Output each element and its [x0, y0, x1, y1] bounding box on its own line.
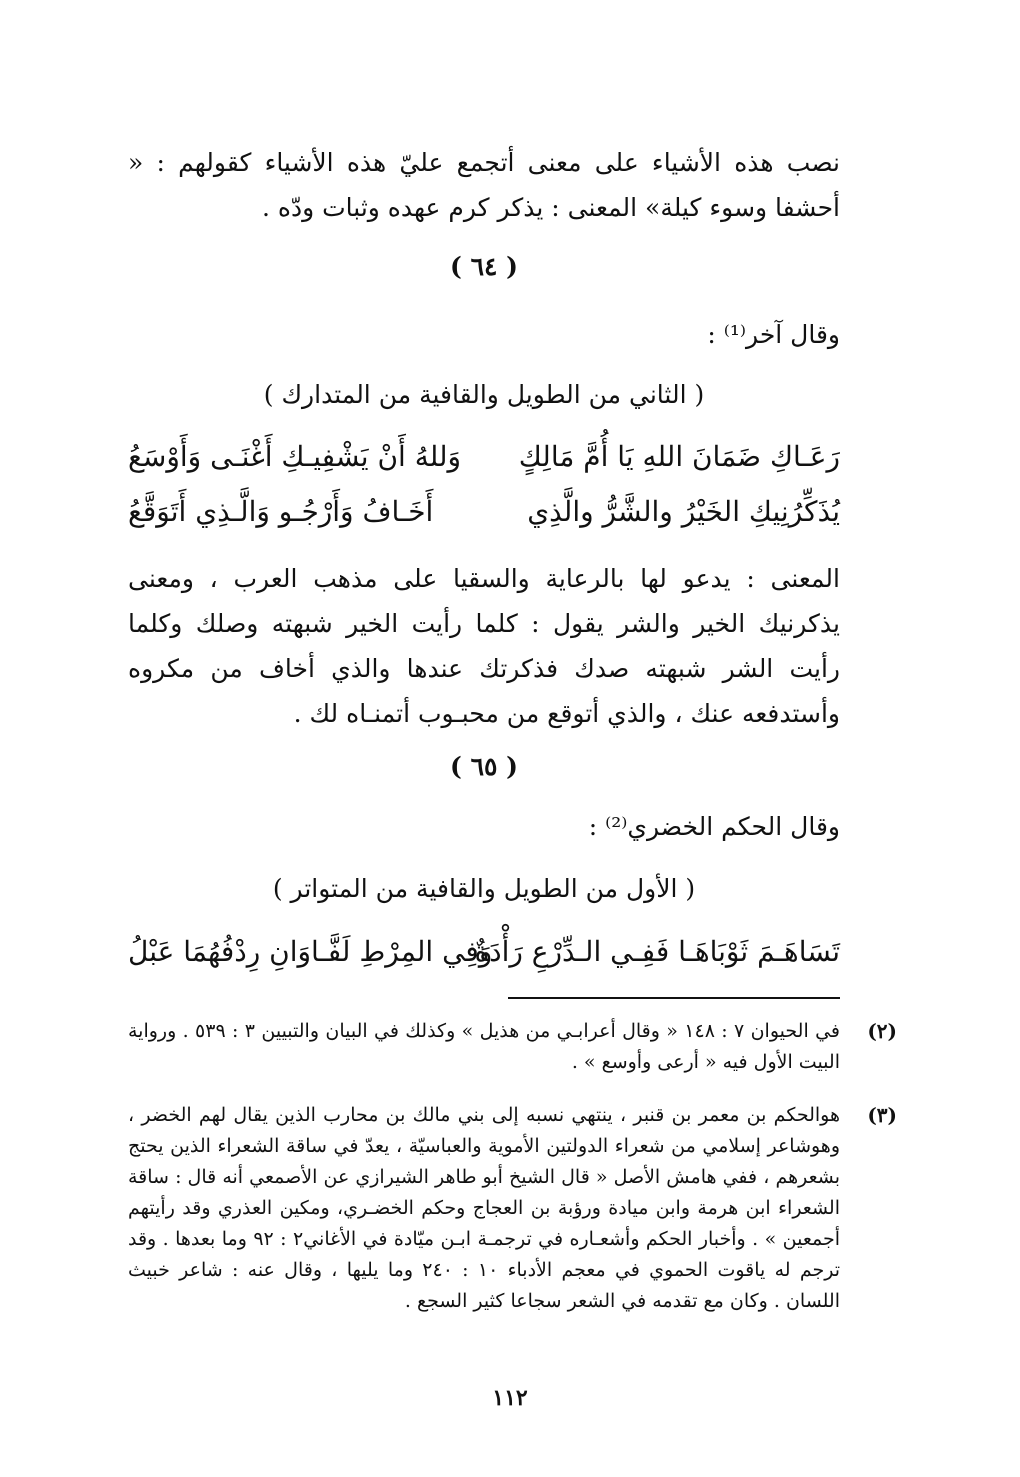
footnote-text: في الحيوان ٧ : ١٤٨ « وقال أعرابـي من هذيل » وكذلك في البيان والتبيين ٣ : ٥٣٩ . ورواية البيت الأول فيه « أرعى وأوسع » .	[128, 1020, 840, 1073]
meter-label-64: ( الثاني من الطويل والقافية من المتدارك )	[263, 380, 705, 409]
footnote-2	[128, 1016, 897, 1078]
verse-hemistich-first: رَعَـاكِ ضَمَانَ اللهِ يَا أُمَّ مَالِكٍ	[518, 440, 840, 473]
verse-hemistich-second: وَفِي المِرْطِ لَفَّـاوَانِ رِدْفُهُمَا عَبْلُ	[128, 935, 493, 968]
footnote-separator	[508, 997, 840, 999]
verse-line-1	[128, 440, 840, 490]
verse-hemistich-first: يُذَكِّرُنِيكِ الخَيْرُ والشَّرُّ والَّذِي	[527, 495, 840, 528]
paragraph-intro: نصب هذه الأشياء على معنى أتجمع عليّ هذه الأشياء كقولهم : « أحشفا وسوء كيلة» المعنى : يذكر كرم عهده وثبات ودّه .	[128, 148, 840, 222]
footnote-text: هوالحكم بن معمر بن قنبر ، ينتهي نسبه إلى بني مالك بن محارب الذين يقال لهم الخضر ، وهوشاعر إسلامي من شعراء الدولتين الأموية والعباسيّة ، يعدّ في ساقة الشعراء الذين يحتج بشعرهم ، ففي هامش الأصل « قال الشيخ أبو طاهر الشيرازي عن الأصمعي أنه قال : ساقة الشعراء ابن هرمة وابن ميادة ورؤبة بن العجاج وحكم الخضـري، ومكين العذري وقد رأيتهم أجمعين » . وأخبار الحكم وأشعـاره في ترجمـة ابـن ميّادة في الأغاني٢ : ٩٢ وما بعدها . وقد ترجم له ياقوت الحموي في معجم الأدباء ١٠ : ٢٤٠ وما يليها ، وقال عنه : شاعر خبيث اللسان . وكان مع تقدمه في الشعر سجاعا كثير السجع .	[128, 1104, 841, 1312]
verse-hemistich-second: وَللهُ أَنْ يَشْفِيـكِ أَغْنَـى وَأَوْسَعُ	[128, 440, 462, 473]
verse-hemistich-first: تَسَاهَـمَ ثَوْبَاهَـا فَفِـي الـدِّرْعِ رَأْدَةٌ	[474, 935, 840, 968]
footnote-number: (٣)	[867, 1103, 897, 1127]
paragraph-meaning: المعنى : يدعو لها بالرعاية والسقيا على مذهب العرب ، ومعنى يذكرنيك الخير والشر يقول : كلما رأيت الخير شبهته وصلك وكلما رأيت الشر شبهته صدك فذكرتك عندها والذي أخاف من مكروه وأستدفعه عنك ، والذي أتوقع من محبـوب أتمنـاه لك .	[128, 564, 840, 728]
poem-number-64: ( ٦٤ )	[450, 252, 518, 281]
verse-hemistich-second: أَخَـافُ وَأَرْجُـو وَالَّـذِي أَتَوَقَّعُ	[128, 495, 434, 528]
footnote-number: (٢)	[867, 1019, 897, 1043]
meter-label-65: ( الأول من الطويل والقافية من المتواتر )	[272, 874, 696, 903]
poem-number-65: ( ٦٥ )	[450, 752, 518, 781]
verse-line-3	[128, 935, 840, 985]
footnote-3	[128, 1100, 897, 1317]
poem-intro-65: وقال الحكم الخضري⁽²⁾ :	[588, 812, 840, 841]
page-number: ١١٢	[492, 1385, 528, 1411]
poem-intro-64: وقال آخر⁽¹⁾ :	[707, 320, 840, 349]
verse-line-2	[128, 495, 840, 545]
